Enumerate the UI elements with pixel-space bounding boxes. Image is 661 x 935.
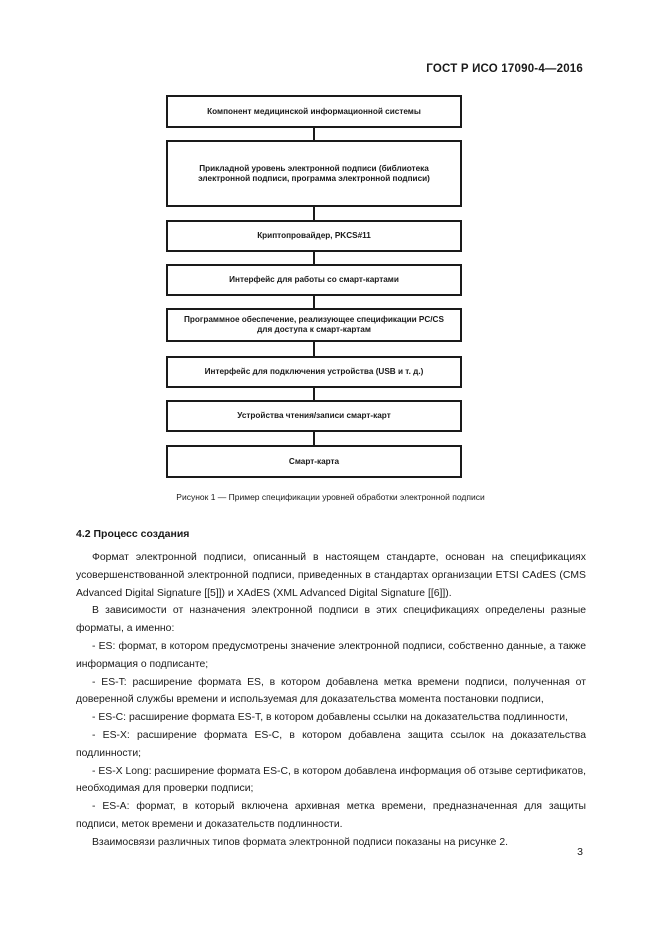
list-item: - ES-A: формат, в который включена архивная метка времени, предназначенная для защиты подписи, меток времени и доказательств подлинности. <box>76 801 586 830</box>
paragraph: Формат электронной подписи, описанный в настоящем стандарте, основан на спецификациях усовершенствованной электронной подписи, приведенных в стандартах организации ETSI CAdES (CMS Advanced Digital Signature [[5]]) и XAdES (XML Advanced Digital Signature [[6]]). <box>76 552 586 599</box>
paragraph: В зависимости от назначения электронной подписи в этих спецификациях определены разные форматы, а именно: <box>76 605 586 635</box>
diagram-box-pcsc-software: Программное обеспечение, реализующее спецификации PC/CS для доступа к смарт-картам <box>166 308 462 342</box>
connector <box>313 252 315 264</box>
list-item: - ES-X: расширение формата ES-C, в котором добавлена защита ссылок на доказательства подлинности; <box>76 729 586 759</box>
section-body <box>76 549 586 852</box>
diagram-box-signature-layer: Прикладной уровень электронной подписи (библиотека электронной подписи, программа электронной подписи) <box>166 140 462 207</box>
paragraph: Взаимосвязи различных типов формата электронной подписи показаны на рисунке 2. <box>92 836 509 848</box>
connector <box>313 296 315 308</box>
connector <box>313 128 315 140</box>
diagram-box-smartcard: Смарт-карта <box>166 445 462 478</box>
diagram-box-mis-component: Компонент медицинской информационной системы <box>166 95 462 128</box>
list-item: - ES-T: расширение формата ES, в котором добавлена метка времени подписи, полученная от доверенной службы времени и используемая для доказательства момента постановки подписи, <box>76 676 586 706</box>
list-item: - ES-C: расширение формата ES-T, в котором добавлены ссылки на доказательства подлинности, <box>92 712 568 724</box>
connector <box>313 342 315 356</box>
diagram-box-card-reader: Устройства чтения/записи смарт-карт <box>166 400 462 432</box>
diagram-box-smartcard-interface: Интерфейс для работы со смарт-картами <box>166 264 462 296</box>
connector <box>313 388 315 400</box>
connector <box>313 207 315 220</box>
connector <box>313 432 315 445</box>
section-title: 4.2 Процесс создания <box>76 528 190 540</box>
document-header: ГОСТ Р ИСО 17090-4—2016 <box>426 63 583 75</box>
list-item: - ES: формат, в котором предусмотрены значение электронной подписи, собственно данные, а также информация о подписанте; <box>76 640 586 670</box>
page-number: 3 <box>577 846 583 858</box>
list-item: - ES-X Long: расширение формата ES-C, в котором добавлена информация об отзыве сертификатов, необходимая для проверки подписи; <box>76 765 586 795</box>
diagram-box-crypto-provider: Криптопровайдер, PKCS#11 <box>166 220 462 252</box>
figure-caption: Рисунок 1 — Пример спецификации уровней обработки электронной подписи <box>176 492 485 502</box>
diagram-box-device-interface: Интерфейс для подключения устройства (USB и т. д.) <box>166 356 462 388</box>
